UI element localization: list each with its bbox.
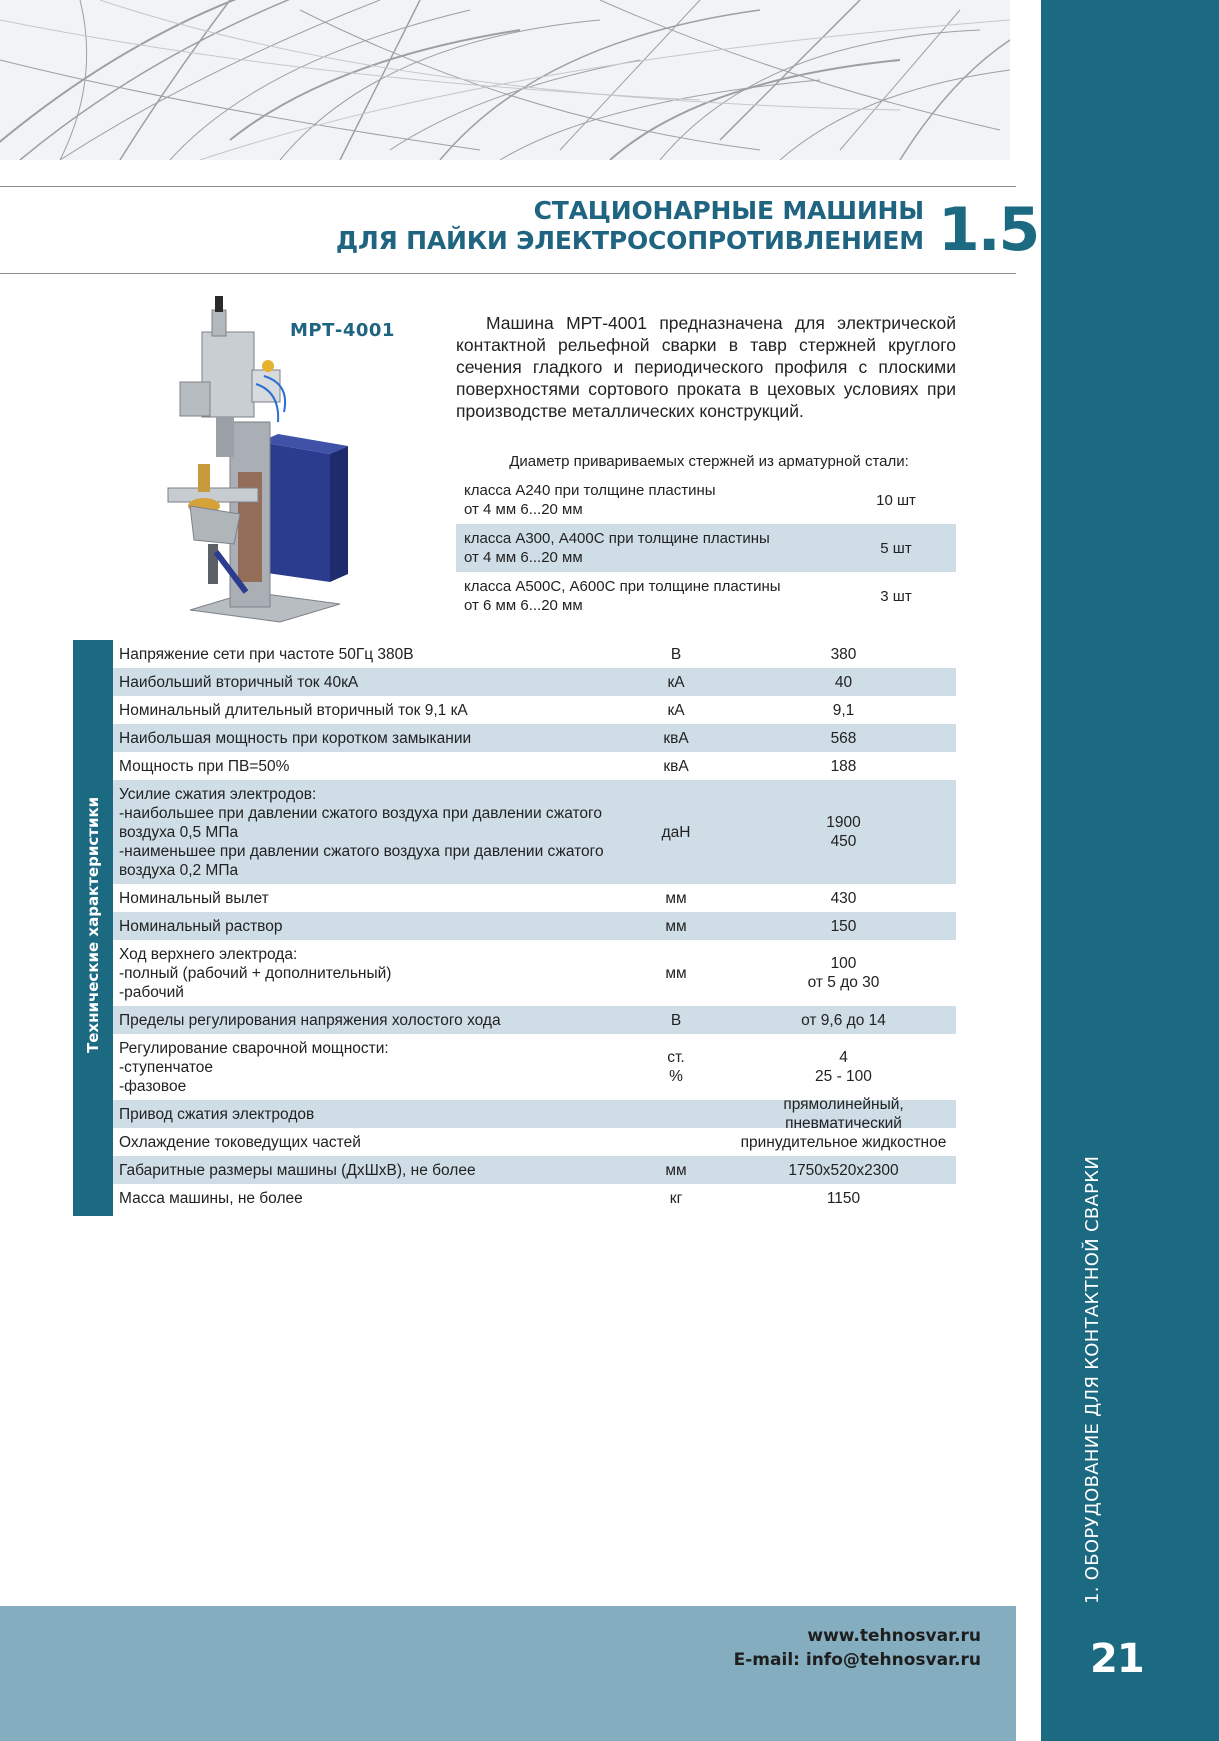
diameter-row-label: класса А240 при толщине пластины от 4 мм 6...20 мм — [464, 482, 716, 518]
spec-row — [113, 696, 956, 724]
spec-unit: квА — [663, 729, 689, 747]
spec-param: Габаритные размеры машины (ДхШхВ), не более — [119, 1161, 476, 1179]
spec-row — [113, 940, 956, 1006]
spec-value: 4 25 - 100 — [815, 1049, 872, 1085]
spec-row — [113, 668, 956, 696]
spec-param: Наибольший вторичный ток 40кА — [119, 673, 359, 691]
spec-param: Усилие сжатия электродов: -наибольшее при давлении сжатого воздуха при давлении сжатого воздуха 0,5 МПа -наименьшее при давлении сжатого воздуха при давлении сжатого воздуха 0,2 МПа — [119, 785, 604, 879]
header-rule-bottom — [0, 273, 1016, 274]
spec-row — [113, 1006, 956, 1034]
spec-unit: квА — [663, 757, 689, 775]
spec-row — [113, 884, 956, 912]
spec-row — [113, 912, 956, 940]
spec-param: Масса машины, не более — [119, 1189, 303, 1207]
spec-row — [113, 1184, 956, 1212]
section-number: 1.5 — [938, 195, 1039, 265]
spec-value: 430 — [830, 889, 857, 907]
diameter-row-value: 5 шт — [880, 539, 912, 557]
spec-value: 100 от 5 до 30 — [807, 955, 880, 991]
chapter-sidebar — [1041, 0, 1219, 1741]
spec-param: Мощность при ПВ=50% — [119, 757, 290, 775]
spec-row — [113, 724, 956, 752]
diameter-row-value: 3 шт — [880, 587, 912, 605]
spec-unit: мм — [665, 1161, 687, 1179]
spec-unit: кА — [667, 673, 685, 691]
spec-value: 188 — [830, 757, 857, 775]
machine-photo — [160, 292, 350, 632]
diameter-row — [456, 476, 956, 524]
product-description: Машина МРТ-4001 предназначена для электрической контактной рельефной сварки в тавр стержней круглого сечения гладкого и периодического профиля с плоскими поверхностями сортового проката в цеховых условиях при производстве металлических конструкций. — [456, 313, 956, 421]
spec-value: прямолинейный, пневматический — [783, 1096, 904, 1132]
spec-row — [113, 640, 956, 668]
spec-param: Номинальный вылет — [119, 889, 269, 907]
section-title — [304, 196, 924, 256]
spec-row — [113, 780, 956, 884]
spec-value: от 9,6 до 14 — [801, 1011, 886, 1029]
diameter-table — [456, 476, 956, 620]
diameter-row-label: класса А500С, А600С при толщине пластины от 6 мм 6...20 мм — [464, 578, 781, 614]
spec-unit: кА — [667, 701, 685, 719]
spec-value: 568 — [830, 729, 857, 747]
spec-unit: В — [670, 645, 682, 663]
header-banner-image — [0, 0, 1010, 160]
spec-row — [113, 1034, 956, 1100]
spec-param: Регулирование сварочной мощности: -ступенчатое -фазовое — [119, 1039, 389, 1095]
spec-param: Охлаждение токоведущих частей — [119, 1133, 361, 1151]
spec-unit: мм — [665, 917, 687, 935]
spec-param: Ход верхнего электрода: -полный (рабочий + дополнительный) -рабочий — [119, 945, 392, 1001]
section-title-line1: СТАЦИОНАРНЫЕ МАШИНЫ — [533, 196, 924, 225]
spec-value: 380 — [830, 645, 857, 663]
diameter-row-label: класса А300, А400С при толщине пластины от 4 мм 6...20 мм — [464, 530, 770, 566]
model-name: МРТ-4001 — [290, 320, 395, 341]
spec-param: Номинальный раствор — [119, 917, 283, 935]
spec-unit: ст. % — [667, 1049, 685, 1085]
specs-table — [113, 640, 956, 1212]
spec-value: 150 — [830, 917, 857, 935]
specs-side-label: Технические характеристики — [84, 796, 102, 1053]
spec-value: 40 — [834, 673, 853, 691]
diameter-row-value: 10 шт — [876, 491, 916, 509]
spec-unit: даН — [661, 823, 691, 841]
spec-value: принудительное жидкостное — [740, 1133, 947, 1151]
spec-row — [113, 1156, 956, 1184]
spec-row — [113, 752, 956, 780]
spec-param: Пределы регулирования напряжения холостого хода — [119, 1011, 501, 1029]
diameter-row — [456, 572, 956, 620]
diameter-row — [456, 524, 956, 572]
spec-value: 1150 — [826, 1189, 861, 1207]
page-number: 21 — [1090, 1636, 1144, 1682]
spec-unit: мм — [665, 889, 687, 907]
spec-param: Привод сжатия электродов — [119, 1105, 315, 1123]
section-title-line2: ДЛЯ ПАЙКИ ЭЛЕКТРОСОПРОТИВЛЕНИЕМ — [335, 226, 924, 255]
spec-unit: мм — [665, 964, 687, 982]
spec-param: Номинальный длительный вторичный ток 9,1 кА — [119, 701, 468, 719]
spec-param: Напряжение сети при частоте 50Гц 380В — [119, 645, 414, 663]
spec-param: Наибольшая мощность при коротком замыкании — [119, 729, 472, 747]
spec-row — [113, 1128, 956, 1156]
header-rule-top — [0, 186, 1016, 187]
spec-unit: кг — [669, 1189, 683, 1207]
spec-unit: В — [670, 1011, 682, 1029]
spec-value: 1900 450 — [826, 814, 861, 850]
spec-value: 9,1 — [832, 701, 855, 719]
diameter-table-caption: Диаметр привариваемых стержней из арматурной стали: — [509, 453, 909, 470]
footer-email-link[interactable]: E-mail: info@tehnosvar.ru — [733, 1650, 981, 1670]
footer — [0, 1606, 1016, 1741]
footer-website-link[interactable]: www.tehnosvar.ru — [807, 1626, 981, 1646]
chapter-caption: 1. ОБОРУДОВАНИЕ ДЛЯ КОНТАКТНОЙ СВАРКИ — [1082, 1155, 1103, 1604]
spec-value: 1750х520х2300 — [788, 1161, 899, 1179]
spec-row — [113, 1096, 956, 1132]
